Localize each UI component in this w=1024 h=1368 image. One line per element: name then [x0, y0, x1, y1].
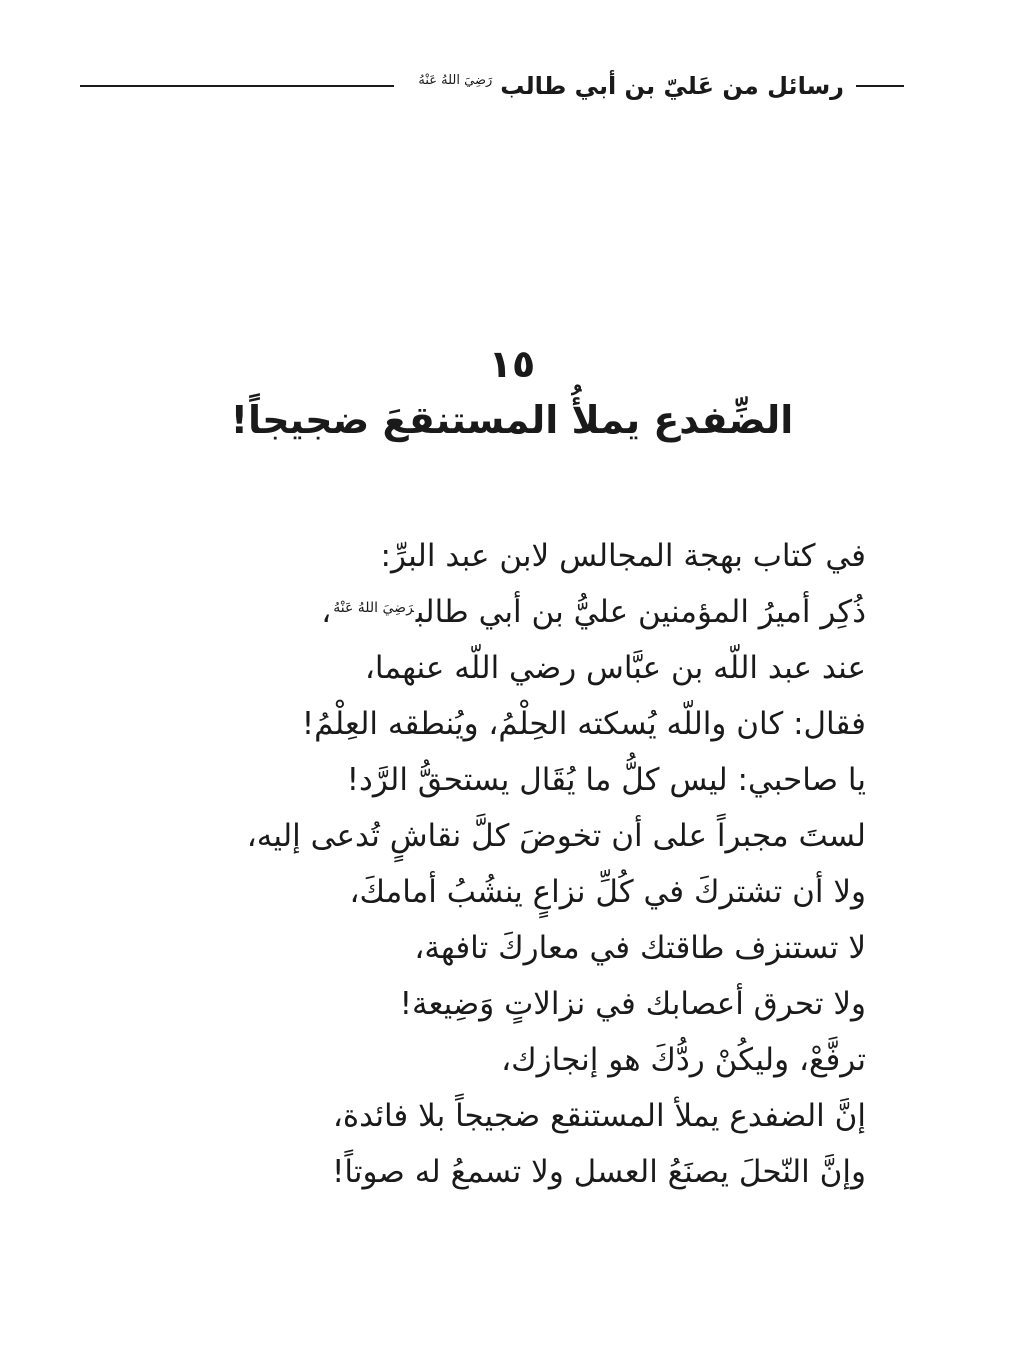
body-line: يا صاحبي: ليس كلُّ ما يُقَال يستحقُّ الرَّد! [346, 762, 866, 798]
chapter-number: ١٥ [488, 342, 536, 386]
body-line: فقال: كان واللّه يُسكته الحِلْمُ، ويُنطقه العِلْمُ! [301, 706, 866, 742]
body-text [166, 528, 866, 1200]
body-line: إنَّ الضفدع يملأ المستنقع ضجيجاً بلا فائدة، [332, 1098, 866, 1134]
header-title [418, 72, 844, 100]
header-rule-right [856, 85, 904, 87]
body-line: ولا تحرق أعصابك في نزالاتٍ وَضِيعة! [399, 986, 866, 1022]
body-line: في كتاب بهجة المجالس لابن عبد البرِّ: [380, 538, 866, 574]
body-line: ترفَّعْ، وليكُنْ ردُّكَ هو إنجازك، [501, 1042, 866, 1078]
body-line: عند عبد اللّه بن عبَّاس رضي اللّه عنهما، [364, 650, 866, 686]
body-line: لستَ مجبراً على أن تخوضَ كلَّ نقاشٍ تُدعى إليه، [246, 818, 866, 854]
body-line: لا تستنزف طاقتك في معاركَ تافهة، [414, 930, 866, 966]
body-line: وإنَّ النّحلَ يصنَعُ العسل ولا تسمعُ له صوتاً! [332, 1154, 866, 1190]
honorific-mark: رَضِيَ اللهُ عَنْهُ [418, 72, 493, 88]
honorific-mark: رَضِيَ اللهُ عَنْهُ [333, 600, 414, 616]
chapter-title: الضِّفدع يملأُ المستنقعَ ضجيجاً! [230, 398, 794, 442]
body-line: ولا أن تشتركَ في كُلِّ نزاعٍ ينشُبُ أمامكَ، [349, 874, 866, 910]
header-rule-left [80, 85, 394, 87]
body-line [166, 584, 866, 640]
body-line-text: ذُكِر أميرُ المؤمنين عليُّ بن أبي طالب [415, 594, 866, 630]
running-header [80, 62, 904, 110]
body-line-end: ، [321, 594, 332, 630]
header-title-text: رسائل من عَليّ بن أبي طالب [500, 72, 844, 100]
